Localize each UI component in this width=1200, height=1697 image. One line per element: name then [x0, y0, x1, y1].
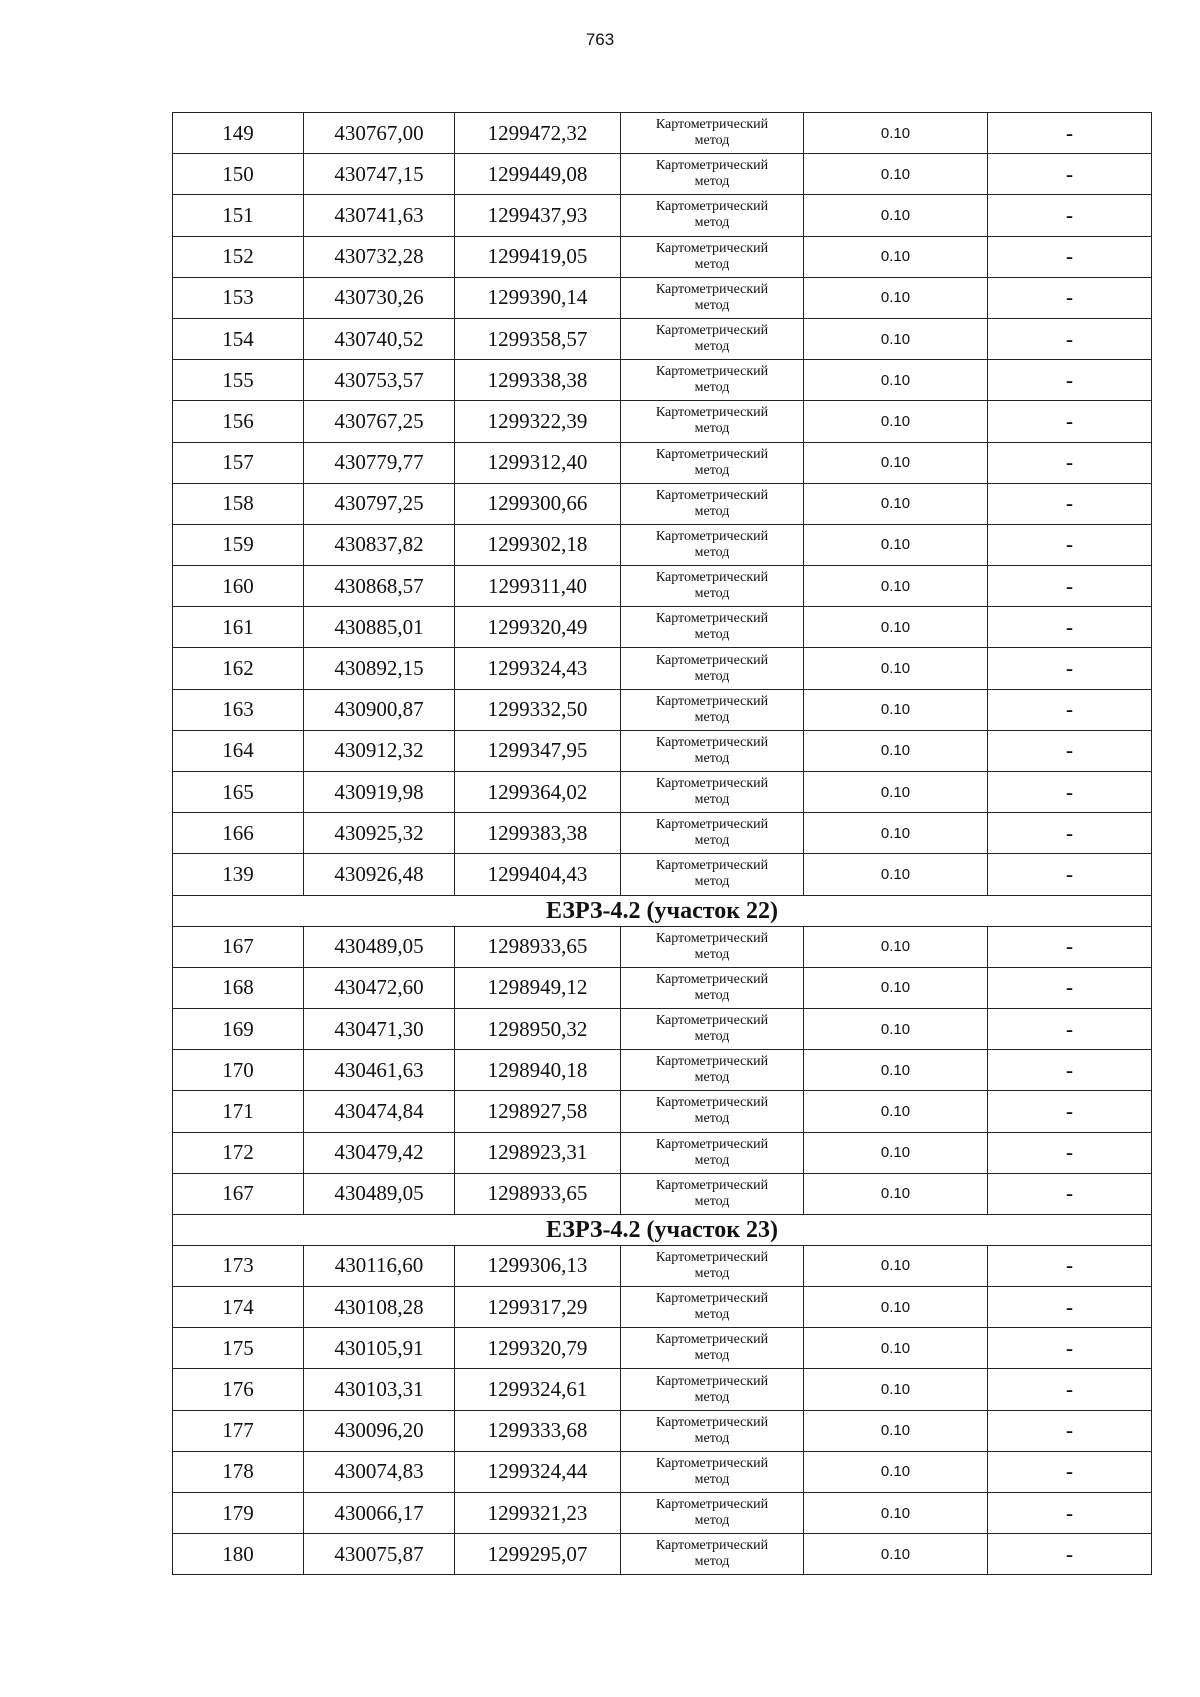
- x-coordinate-cell: 430096,20: [304, 1410, 455, 1451]
- y-coordinate-cell: 1299306,13: [455, 1245, 621, 1286]
- note-cell: -: [988, 442, 1152, 483]
- x-coordinate-cell: 430075,87: [304, 1534, 455, 1575]
- y-coordinate-cell: 1299419,05: [455, 236, 621, 277]
- accuracy-cell: 0.10: [804, 689, 988, 730]
- accuracy-cell: 0.10: [804, 1534, 988, 1575]
- method-cell: Картометрический метод: [621, 772, 804, 813]
- accuracy-cell: 0.10: [804, 154, 988, 195]
- note-cell: -: [988, 730, 1152, 771]
- method-cell: Картометрический метод: [621, 277, 804, 318]
- method-cell: Картометрический метод: [621, 1008, 804, 1049]
- table-row: [173, 113, 1152, 154]
- y-coordinate-cell: 1298927,58: [455, 1091, 621, 1132]
- method-cell: Картометрический метод: [621, 1369, 804, 1410]
- point-number-cell: 168: [173, 967, 304, 1008]
- note-cell: -: [988, 277, 1152, 318]
- note-cell: -: [988, 1091, 1152, 1132]
- method-cell: Картометрический метод: [621, 360, 804, 401]
- y-coordinate-cell: 1299358,57: [455, 318, 621, 359]
- method-cell: Картометрический метод: [621, 442, 804, 483]
- method-cell: Картометрический метод: [621, 236, 804, 277]
- point-number-cell: 174: [173, 1287, 304, 1328]
- y-coordinate-cell: 1299449,08: [455, 154, 621, 195]
- accuracy-cell: 0.10: [804, 113, 988, 154]
- point-number-cell: 161: [173, 607, 304, 648]
- accuracy-cell: 0.10: [804, 1050, 988, 1091]
- x-coordinate-cell: 430919,98: [304, 772, 455, 813]
- table-row: [173, 1369, 1152, 1410]
- x-coordinate-cell: 430868,57: [304, 566, 455, 607]
- note-cell: -: [988, 1328, 1152, 1369]
- accuracy-cell: 0.10: [804, 318, 988, 359]
- table-row: [173, 926, 1152, 967]
- note-cell: -: [988, 318, 1152, 359]
- accuracy-cell: 0.10: [804, 1132, 988, 1173]
- table-row: [173, 1493, 1152, 1534]
- table-row: [173, 772, 1152, 813]
- note-cell: -: [988, 854, 1152, 895]
- table-row: [173, 1328, 1152, 1369]
- accuracy-cell: 0.10: [804, 360, 988, 401]
- note-cell: -: [988, 813, 1152, 854]
- table-row: [173, 154, 1152, 195]
- x-coordinate-cell: 430779,77: [304, 442, 455, 483]
- y-coordinate-cell: 1299390,14: [455, 277, 621, 318]
- note-cell: -: [988, 1369, 1152, 1410]
- point-number-cell: 179: [173, 1493, 304, 1534]
- method-cell: Картометрический метод: [621, 926, 804, 967]
- method-cell: Картометрический метод: [621, 401, 804, 442]
- accuracy-cell: 0.10: [804, 1008, 988, 1049]
- point-number-cell: 158: [173, 483, 304, 524]
- x-coordinate-cell: 430474,84: [304, 1091, 455, 1132]
- x-coordinate-cell: 430900,87: [304, 689, 455, 730]
- method-cell: Картометрический метод: [621, 1493, 804, 1534]
- note-cell: -: [988, 1534, 1152, 1575]
- method-cell: Картометрический метод: [621, 113, 804, 154]
- y-coordinate-cell: 1298950,32: [455, 1008, 621, 1049]
- point-number-cell: 180: [173, 1534, 304, 1575]
- x-coordinate-cell: 430730,26: [304, 277, 455, 318]
- accuracy-cell: 0.10: [804, 442, 988, 483]
- table-row: [173, 566, 1152, 607]
- x-coordinate-cell: 430489,05: [304, 1173, 455, 1214]
- coordinates-table-body: [173, 113, 1152, 1575]
- y-coordinate-cell: 1299324,43: [455, 648, 621, 689]
- accuracy-cell: 0.10: [804, 236, 988, 277]
- y-coordinate-cell: 1299322,39: [455, 401, 621, 442]
- x-coordinate-cell: 430740,52: [304, 318, 455, 359]
- y-coordinate-cell: 1298949,12: [455, 967, 621, 1008]
- note-cell: -: [988, 772, 1152, 813]
- method-cell: Картометрический метод: [621, 607, 804, 648]
- accuracy-cell: 0.10: [804, 1493, 988, 1534]
- y-coordinate-cell: 1298933,65: [455, 1173, 621, 1214]
- table-row: [173, 648, 1152, 689]
- table-row: [173, 854, 1152, 895]
- method-cell: Картометрический метод: [621, 1410, 804, 1451]
- point-number-cell: 153: [173, 277, 304, 318]
- note-cell: -: [988, 648, 1152, 689]
- method-cell: Картометрический метод: [621, 1050, 804, 1091]
- x-coordinate-cell: 430489,05: [304, 926, 455, 967]
- method-cell: Картометрический метод: [621, 689, 804, 730]
- y-coordinate-cell: 1299324,61: [455, 1369, 621, 1410]
- accuracy-cell: 0.10: [804, 1091, 988, 1132]
- accuracy-cell: 0.10: [804, 607, 988, 648]
- y-coordinate-cell: 1298923,31: [455, 1132, 621, 1173]
- accuracy-cell: 0.10: [804, 967, 988, 1008]
- method-cell: Картометрический метод: [621, 1287, 804, 1328]
- x-coordinate-cell: 430926,48: [304, 854, 455, 895]
- accuracy-cell: 0.10: [804, 401, 988, 442]
- note-cell: -: [988, 1245, 1152, 1286]
- point-number-cell: 156: [173, 401, 304, 442]
- section-title: ЕЗРЗ-4.2 (участок 22): [173, 895, 1152, 926]
- x-coordinate-cell: 430741,63: [304, 195, 455, 236]
- accuracy-cell: 0.10: [804, 926, 988, 967]
- method-cell: Картометрический метод: [621, 1328, 804, 1369]
- note-cell: -: [988, 689, 1152, 730]
- x-coordinate-cell: 430925,32: [304, 813, 455, 854]
- y-coordinate-cell: 1299338,38: [455, 360, 621, 401]
- point-number-cell: 167: [173, 926, 304, 967]
- point-number-cell: 139: [173, 854, 304, 895]
- point-number-cell: 171: [173, 1091, 304, 1132]
- x-coordinate-cell: 430753,57: [304, 360, 455, 401]
- point-number-cell: 154: [173, 318, 304, 359]
- x-coordinate-cell: 430747,15: [304, 154, 455, 195]
- table-row: [173, 195, 1152, 236]
- method-cell: Картометрический метод: [621, 524, 804, 565]
- x-coordinate-cell: 430461,63: [304, 1050, 455, 1091]
- method-cell: Картометрический метод: [621, 854, 804, 895]
- accuracy-cell: 0.10: [804, 854, 988, 895]
- point-number-cell: 177: [173, 1410, 304, 1451]
- y-coordinate-cell: 1299324,44: [455, 1451, 621, 1492]
- x-coordinate-cell: 430767,00: [304, 113, 455, 154]
- method-cell: Картометрический метод: [621, 318, 804, 359]
- accuracy-cell: 0.10: [804, 195, 988, 236]
- y-coordinate-cell: 1299404,43: [455, 854, 621, 895]
- note-cell: -: [988, 1451, 1152, 1492]
- table-row: [173, 277, 1152, 318]
- y-coordinate-cell: 1298940,18: [455, 1050, 621, 1091]
- point-number-cell: 164: [173, 730, 304, 771]
- note-cell: -: [988, 236, 1152, 277]
- table-row: [173, 813, 1152, 854]
- point-number-cell: 157: [173, 442, 304, 483]
- method-cell: Картометрический метод: [621, 1091, 804, 1132]
- method-cell: Картометрический метод: [621, 566, 804, 607]
- note-cell: -: [988, 113, 1152, 154]
- note-cell: -: [988, 566, 1152, 607]
- method-cell: Картометрический метод: [621, 1173, 804, 1214]
- accuracy-cell: 0.10: [804, 648, 988, 689]
- note-cell: -: [988, 360, 1152, 401]
- x-coordinate-cell: 430108,28: [304, 1287, 455, 1328]
- table-row: [173, 483, 1152, 524]
- note-cell: -: [988, 401, 1152, 442]
- note-cell: -: [988, 926, 1152, 967]
- table-row: [173, 1050, 1152, 1091]
- x-coordinate-cell: 430885,01: [304, 607, 455, 648]
- accuracy-cell: 0.10: [804, 524, 988, 565]
- table-row: [173, 1287, 1152, 1328]
- table-row: [173, 607, 1152, 648]
- x-coordinate-cell: 430472,60: [304, 967, 455, 1008]
- table-row: [173, 1091, 1152, 1132]
- method-cell: Картометрический метод: [621, 1132, 804, 1173]
- table-row: [173, 730, 1152, 771]
- y-coordinate-cell: 1299302,18: [455, 524, 621, 565]
- accuracy-cell: 0.10: [804, 566, 988, 607]
- method-cell: Картометрический метод: [621, 154, 804, 195]
- table-row: [173, 1534, 1152, 1575]
- accuracy-cell: 0.10: [804, 1369, 988, 1410]
- x-coordinate-cell: 430892,15: [304, 648, 455, 689]
- coordinates-table: [172, 112, 1152, 1575]
- x-coordinate-cell: 430116,60: [304, 1245, 455, 1286]
- point-number-cell: 175: [173, 1328, 304, 1369]
- accuracy-cell: 0.10: [804, 1287, 988, 1328]
- point-number-cell: 151: [173, 195, 304, 236]
- y-coordinate-cell: 1299333,68: [455, 1410, 621, 1451]
- note-cell: -: [988, 1410, 1152, 1451]
- x-coordinate-cell: 430103,31: [304, 1369, 455, 1410]
- y-coordinate-cell: 1299317,29: [455, 1287, 621, 1328]
- point-number-cell: 176: [173, 1369, 304, 1410]
- y-coordinate-cell: 1299320,79: [455, 1328, 621, 1369]
- point-number-cell: 163: [173, 689, 304, 730]
- method-cell: Картометрический метод: [621, 967, 804, 1008]
- accuracy-cell: 0.10: [804, 1173, 988, 1214]
- note-cell: -: [988, 154, 1152, 195]
- x-coordinate-cell: 430479,42: [304, 1132, 455, 1173]
- y-coordinate-cell: 1298933,65: [455, 926, 621, 967]
- accuracy-cell: 0.10: [804, 730, 988, 771]
- accuracy-cell: 0.10: [804, 813, 988, 854]
- table-row: [173, 1132, 1152, 1173]
- accuracy-cell: 0.10: [804, 1328, 988, 1369]
- table-row: [173, 442, 1152, 483]
- x-coordinate-cell: 430105,91: [304, 1328, 455, 1369]
- point-number-cell: 169: [173, 1008, 304, 1049]
- note-cell: -: [988, 1008, 1152, 1049]
- method-cell: Картометрический метод: [621, 730, 804, 771]
- note-cell: -: [988, 607, 1152, 648]
- x-coordinate-cell: 430767,25: [304, 401, 455, 442]
- y-coordinate-cell: 1299472,32: [455, 113, 621, 154]
- accuracy-cell: 0.10: [804, 772, 988, 813]
- note-cell: -: [988, 1132, 1152, 1173]
- method-cell: Картометрический метод: [621, 648, 804, 689]
- y-coordinate-cell: 1299332,50: [455, 689, 621, 730]
- x-coordinate-cell: 430471,30: [304, 1008, 455, 1049]
- y-coordinate-cell: 1299437,93: [455, 195, 621, 236]
- point-number-cell: 178: [173, 1451, 304, 1492]
- point-number-cell: 162: [173, 648, 304, 689]
- section-title: ЕЗРЗ-4.2 (участок 23): [173, 1214, 1152, 1245]
- accuracy-cell: 0.10: [804, 1451, 988, 1492]
- page-number: 763: [585, 30, 615, 49]
- y-coordinate-cell: 1299311,40: [455, 566, 621, 607]
- table-row: [173, 524, 1152, 565]
- accuracy-cell: 0.10: [804, 1245, 988, 1286]
- note-cell: -: [988, 1050, 1152, 1091]
- point-number-cell: 167: [173, 1173, 304, 1214]
- point-number-cell: 150: [173, 154, 304, 195]
- table-row: [173, 967, 1152, 1008]
- table-row: [173, 401, 1152, 442]
- point-number-cell: 172: [173, 1132, 304, 1173]
- table-row: [173, 1173, 1152, 1214]
- y-coordinate-cell: 1299300,66: [455, 483, 621, 524]
- x-coordinate-cell: 430732,28: [304, 236, 455, 277]
- note-cell: -: [988, 967, 1152, 1008]
- method-cell: Картометрический метод: [621, 483, 804, 524]
- table-row: [173, 1245, 1152, 1286]
- table-row: [173, 360, 1152, 401]
- x-coordinate-cell: 430912,32: [304, 730, 455, 771]
- point-number-cell: 173: [173, 1245, 304, 1286]
- y-coordinate-cell: 1299364,02: [455, 772, 621, 813]
- note-cell: -: [988, 1493, 1152, 1534]
- method-cell: Картометрический метод: [621, 195, 804, 236]
- note-cell: -: [988, 195, 1152, 236]
- method-cell: Картометрический метод: [621, 1451, 804, 1492]
- section-header-row: [173, 895, 1152, 926]
- x-coordinate-cell: 430074,83: [304, 1451, 455, 1492]
- point-number-cell: 159: [173, 524, 304, 565]
- point-number-cell: 165: [173, 772, 304, 813]
- table-row: [173, 689, 1152, 730]
- accuracy-cell: 0.10: [804, 1410, 988, 1451]
- y-coordinate-cell: 1299312,40: [455, 442, 621, 483]
- accuracy-cell: 0.10: [804, 483, 988, 524]
- point-number-cell: 152: [173, 236, 304, 277]
- note-cell: -: [988, 1287, 1152, 1328]
- note-cell: -: [988, 1173, 1152, 1214]
- x-coordinate-cell: 430837,82: [304, 524, 455, 565]
- y-coordinate-cell: 1299295,07: [455, 1534, 621, 1575]
- point-number-cell: 155: [173, 360, 304, 401]
- method-cell: Картометрический метод: [621, 1245, 804, 1286]
- table-row: [173, 1451, 1152, 1492]
- y-coordinate-cell: 1299321,23: [455, 1493, 621, 1534]
- y-coordinate-cell: 1299320,49: [455, 607, 621, 648]
- section-header-row: [173, 1214, 1152, 1245]
- accuracy-cell: 0.10: [804, 277, 988, 318]
- note-cell: -: [988, 524, 1152, 565]
- note-cell: -: [988, 483, 1152, 524]
- table-row: [173, 1410, 1152, 1451]
- x-coordinate-cell: 430797,25: [304, 483, 455, 524]
- table-row: [173, 1008, 1152, 1049]
- point-number-cell: 149: [173, 113, 304, 154]
- point-number-cell: 166: [173, 813, 304, 854]
- table-row: [173, 318, 1152, 359]
- y-coordinate-cell: 1299347,95: [455, 730, 621, 771]
- point-number-cell: 170: [173, 1050, 304, 1091]
- y-coordinate-cell: 1299383,38: [455, 813, 621, 854]
- x-coordinate-cell: 430066,17: [304, 1493, 455, 1534]
- table-row: [173, 236, 1152, 277]
- method-cell: Картометрический метод: [621, 1534, 804, 1575]
- method-cell: Картометрический метод: [621, 813, 804, 854]
- point-number-cell: 160: [173, 566, 304, 607]
